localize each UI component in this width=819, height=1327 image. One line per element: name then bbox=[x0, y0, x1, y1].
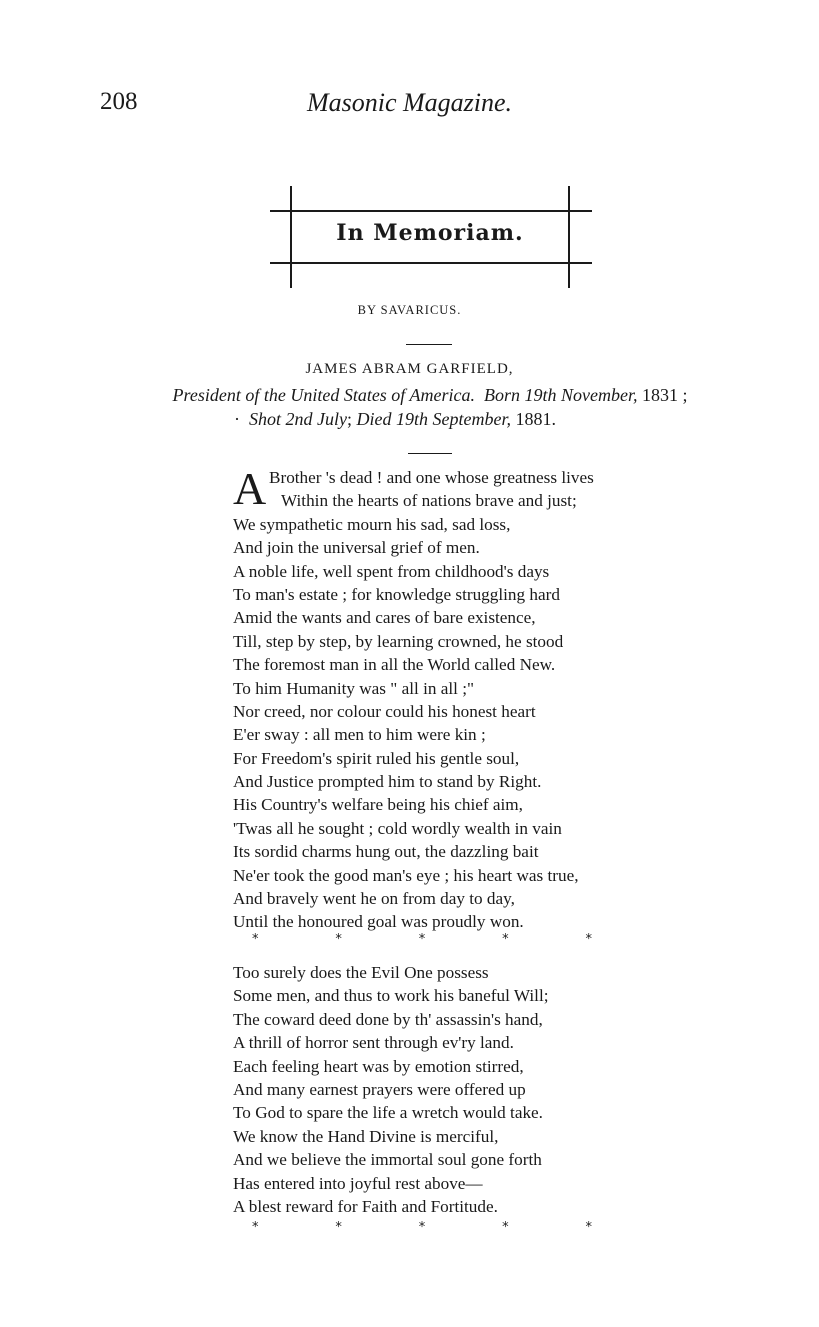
poem-stanza-1 bbox=[233, 463, 673, 934]
poem-line: We know the Hand Divine is merciful, bbox=[233, 1126, 499, 1146]
poem-line: And bravely went he on from day to day, bbox=[233, 889, 515, 909]
box-tick bbox=[270, 210, 290, 212]
poem-line: 'Twas all he sought ; cold wordly wealth in vain bbox=[233, 818, 562, 838]
star-glyph: * bbox=[502, 932, 509, 947]
star-glyph: * bbox=[335, 1220, 342, 1235]
poem-line: And join the universal grief of men. bbox=[233, 538, 480, 558]
poem-line: Has entered into joyful rest above— bbox=[233, 1173, 483, 1193]
page-number: 208 bbox=[100, 88, 138, 115]
poem-line: Ne'er took the good man's eye ; his heart was true, bbox=[233, 865, 579, 885]
poem-line: A thrill of horror sent through ev'ry land. bbox=[233, 1033, 514, 1053]
poem-line: Till, step by step, by learning crowned, he stood bbox=[233, 631, 564, 651]
star-glyph: * bbox=[252, 1220, 259, 1235]
box-tick bbox=[270, 262, 290, 264]
poem-line: For Freedom's spirit ruled his gentle soul, bbox=[233, 748, 520, 768]
subtitle-sep: ; bbox=[346, 409, 352, 429]
drop-cap: A bbox=[233, 463, 267, 514]
subtitle-office: President of the United States of America. bbox=[172, 385, 475, 405]
poem-line: His Country's welfare being his chief aim, bbox=[233, 795, 523, 815]
subtitle-born-year: 1831 ; bbox=[641, 385, 688, 405]
poem-line: A noble life, well spent from childhood's days bbox=[233, 561, 550, 581]
poem-line: Within the hearts of nations brave and just; bbox=[281, 491, 577, 511]
star-glyph: * bbox=[418, 1220, 426, 1235]
box-rule-right bbox=[568, 186, 570, 288]
box-tick bbox=[570, 210, 592, 212]
poem-line: Nor creed, nor colour could his honest heart bbox=[233, 701, 536, 721]
poem-line: Each feeling heart was by emotion stirred, bbox=[233, 1056, 524, 1076]
poem-line: And we believe the immortal soul gone forth bbox=[233, 1150, 542, 1170]
poem-line: To God to spare the life a wretch would take. bbox=[233, 1103, 543, 1123]
subtitle-dot: · bbox=[234, 409, 240, 429]
box-rule-top bbox=[290, 210, 570, 212]
divider-rule bbox=[406, 344, 452, 345]
poem-line: Until the honoured goal was proudly won. bbox=[233, 912, 524, 932]
subtitle-born: Born 19th November, bbox=[483, 385, 638, 405]
poem-stanza-2 bbox=[233, 961, 673, 1218]
subtitle-line-1 bbox=[150, 385, 710, 406]
box-tick bbox=[570, 262, 592, 264]
stanza-separator bbox=[252, 932, 592, 947]
poem-line: The coward deed done by th' assassin's hand, bbox=[233, 1009, 543, 1029]
poem-line: To him Humanity was " all in all ;" bbox=[233, 678, 475, 698]
star-glyph: * bbox=[502, 1220, 509, 1235]
poem-line: To man's estate ; for knowledge struggling hard bbox=[233, 584, 560, 604]
star-glyph: * bbox=[252, 932, 259, 947]
memorial-title: In Memoriam. bbox=[336, 220, 524, 246]
memorial-box bbox=[270, 186, 592, 288]
poem-line: And Justice prompted him to stand by Right. bbox=[233, 772, 542, 792]
poem-line: A blest reward for Faith and Fortitude. bbox=[233, 1196, 498, 1216]
poem-line: The foremost man in all the World called New. bbox=[233, 655, 556, 675]
poem-line: And many earnest prayers were offered up bbox=[233, 1079, 526, 1099]
subtitle-shot: Shot 2nd July bbox=[249, 409, 347, 429]
star-glyph: * bbox=[585, 932, 592, 947]
poem-line: Brother 's dead ! and one whose greatness lives bbox=[269, 468, 594, 487]
poem-line: We sympathetic mourn his sad, sad loss, bbox=[233, 514, 511, 534]
stanza-separator bbox=[252, 1220, 592, 1235]
poem-line: Its sordid charms hung out, the dazzling bait bbox=[233, 842, 539, 862]
subtitle-died: Died 19th September, bbox=[356, 409, 511, 429]
poem-line: E'er sway : all men to him were kin ; bbox=[233, 725, 486, 745]
byline: BY SAVARICUS. bbox=[357, 303, 462, 317]
subtitle-died-year: 1881. bbox=[515, 409, 556, 429]
divider-rule bbox=[408, 453, 452, 454]
poem-line: Amid the wants and cares of bare existence, bbox=[233, 608, 536, 628]
star-glyph: * bbox=[418, 932, 426, 947]
box-rule-bottom bbox=[290, 262, 570, 264]
star-glyph: * bbox=[335, 932, 342, 947]
running-title: Masonic Magazine. bbox=[306, 88, 513, 117]
subject-name: JAMES ABRAM GARFIELD, bbox=[305, 361, 514, 377]
subtitle-line-2 bbox=[234, 409, 634, 430]
poem-line: Some men, and thus to work his baneful Will; bbox=[233, 986, 549, 1006]
poem-line: Too surely does the Evil One possess bbox=[233, 963, 489, 982]
star-glyph: * bbox=[585, 1220, 592, 1235]
